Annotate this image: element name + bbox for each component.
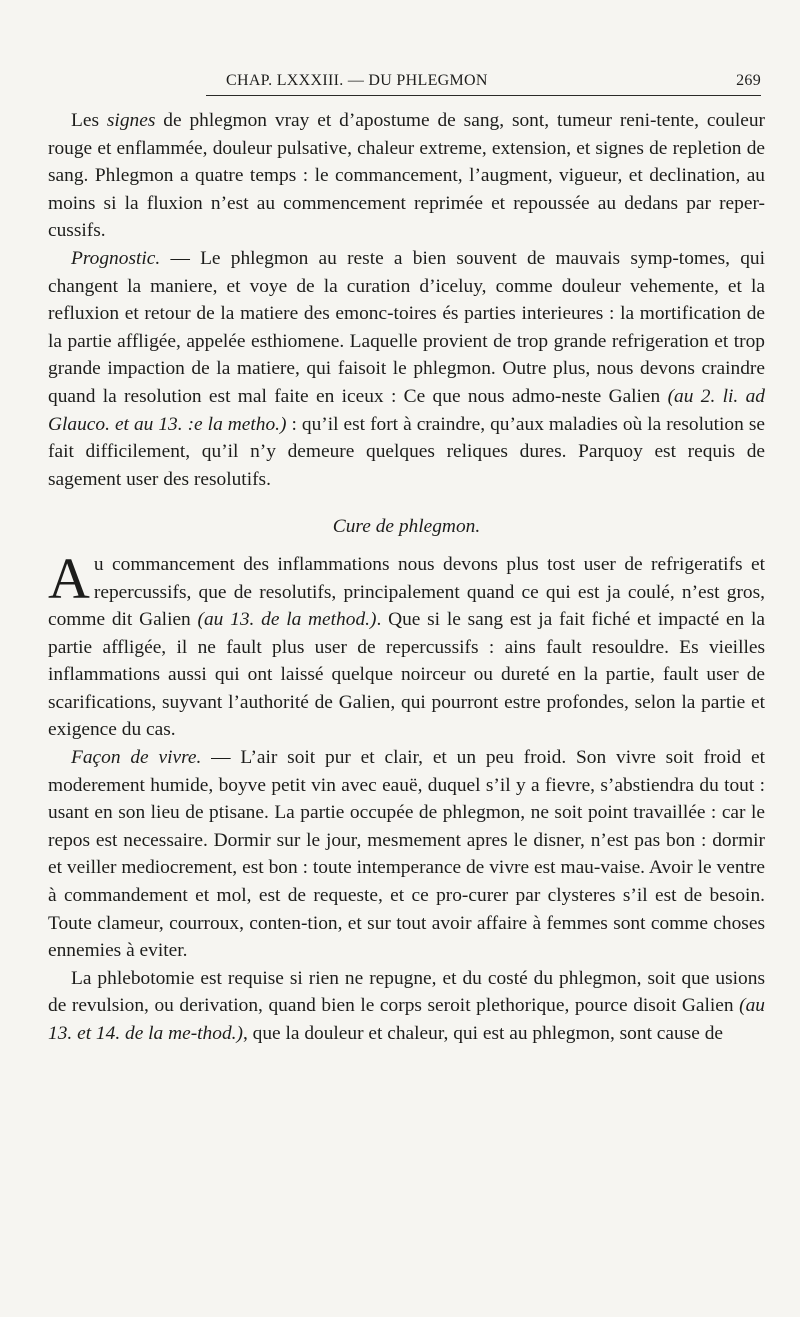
paragraph-facon-de-vivre bbox=[48, 744, 765, 965]
paragraph-cure bbox=[48, 545, 766, 744]
section-heading: Cure de phlegmon. bbox=[332, 516, 481, 538]
paragraph-signes bbox=[48, 107, 765, 245]
section-lead-prognostic: Prognostic. bbox=[71, 247, 161, 269]
reference-galien: (au 2. li. ad Glauco. et au 13. :e la metho.) bbox=[48, 385, 765, 435]
text-run: — Le phlegmon au reste a bien souvent de mauvais symp-tomes, qui changent la maniere, et voye de la curation d’iceluy, comme douleur vehemente, et la refluxion et retour de la matiere des emonc-toires és parties interieures : la mortification de la partie affligée, appelée esthiomene. Laquelle provient de trop grande refrigeration et trop grande impaction de la matiere, qui faisoit le phlegmon. Outre plus, nous devons craindre quand la resolution est mal faite en iceux : Ce que nous admo-neste Galien bbox=[48, 247, 765, 407]
header-rule bbox=[206, 95, 761, 96]
running-title: CHAP. LXXXIII. — DU PHLEGMON bbox=[226, 72, 488, 89]
reference-galien: (au 13. et 14. de la me-thod.) bbox=[48, 995, 765, 1044]
term-signes: signes bbox=[106, 110, 156, 131]
text-run: , que la douleur et chaleur, qui est au phlegmon, sont cause de bbox=[242, 1023, 724, 1044]
page-number: 269 bbox=[736, 72, 761, 89]
paragraph-prognostic bbox=[48, 245, 765, 493]
text-body bbox=[48, 107, 765, 1048]
text-run: La phlebotomie est requise si rien ne repugne, et du costé du phlegmon, soit que usions de revulsion, ou derivation, quand bien le corps seroit plethorique, pource disoit Galien bbox=[48, 967, 765, 1017]
paragraph-phlebotomie bbox=[48, 965, 765, 1048]
text-run: . Que si le sang est ja fait fiché et impacté en la partie affligée, il ne fault plus user de repercussifs : ains fault resouldre. Es vieilles inflammations aussi qui ont laissé quelque noirceur ou dureté en la partie, fault user de scarifications, suyvant l’authorité de Galien, qui pourront estre profondes, selon la partie et exigence du cas. bbox=[48, 609, 766, 741]
section-lead-facon: Façon de vivre. bbox=[71, 747, 202, 769]
text-run: u commancement des inflammations nous devons plus tost user de refrigeratifs et repercussifs, que de resolutifs, principalement quand ce qui est ja coulé, n’est gros, comme dit Galien bbox=[48, 553, 765, 631]
drop-cap: A bbox=[48, 545, 90, 611]
text-run: : qu’il est fort à craindre, qu’aux maladies où la resolution se fait difficilement, qu’il n’y demeure quelques reliques dures. Parquoy est requis de sagement user des resolutifs. bbox=[48, 413, 765, 490]
text-run: de phlegmon vray et d’apostume de sang, sont, tumeur reni-tente, couleur rouge et enflammée, douleur pulsative, chaleur extreme, extension, et signes de repletion de sang. Phlegmon a quatre temps : le commancement, l’augment, vigueur, et declination, au moins si la fluxion n’est au commencement reprimée et repoussée au dedans par reper-cussifs. bbox=[48, 110, 765, 242]
text-run: Les bbox=[71, 110, 107, 131]
text-run: — L’air soit pur et clair, et un peu froid. Son vivre soit froid et moderement humide, boyve petit vin avec eauë, duquel s’il y a fievre, s’abstiendra du tout : usant en son lieu de ptisane. La partie occupée de phlegmon, ne soit point travaillée : car le repos est necessaire. Dormir sur le jour, mesmement apres le disner, n’est pas bon : dormir et veiller mediocrement, est bon : toute intemperance de vivre est mau-vaise. Avoir le ventre à commandement et mol, est de requeste, et ce pro-curer par clysteres s’il est de besoin. Toute clameur, courroux, conten-tion, et sur tout avoir affaire à femmes sont comme choses ennemies à eviter. bbox=[48, 747, 765, 962]
reference-galien: (au 13. de la method.) bbox=[197, 609, 377, 631]
